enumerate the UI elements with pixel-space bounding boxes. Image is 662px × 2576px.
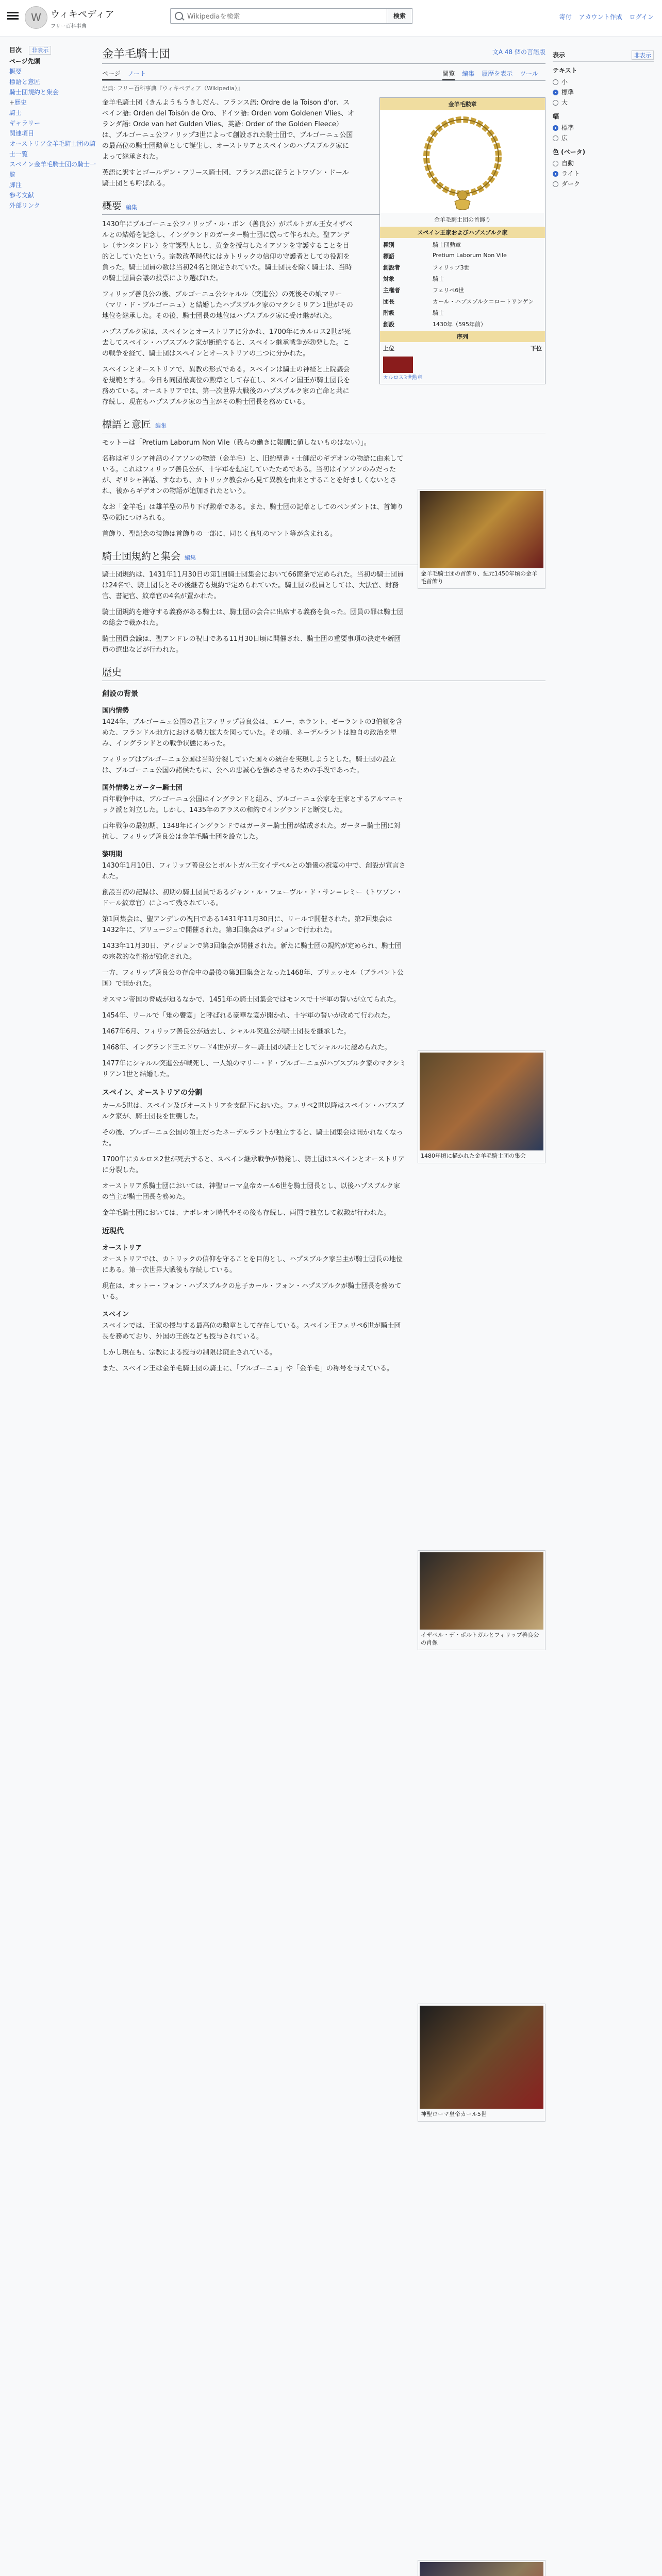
page-tabs	[102, 66, 545, 81]
history-sub-b: 国外情勢とガーター騎士団	[102, 784, 183, 792]
rank-lower: 下位	[531, 345, 542, 352]
infobox-row	[380, 262, 545, 273]
infobox	[379, 97, 545, 384]
history-paragraph: 1467年6月、フィリップ善良公が逝去し、シャルル突進公が騎士団長を継承した。	[102, 1028, 351, 1036]
infobox-caption: 金羊毛騎士団の首飾り	[434, 216, 491, 223]
history-paragraph: 1454年、リールで「雉の饗宴」と呼ばれる豪華な宴が開かれ、十字軍の誓いが改めて行われた。	[102, 1012, 394, 1020]
infobox-key: 創設者	[383, 264, 400, 271]
infobox-table	[380, 239, 545, 330]
appearance-option[interactable]	[553, 168, 654, 179]
appearance-hide-button[interactable]: 非表示	[632, 50, 654, 60]
infobox-key: 標語	[383, 253, 394, 260]
figure-image[interactable]	[420, 2562, 543, 2576]
table-of-contents	[0, 45, 98, 211]
section-paragraph: 騎士団規約は、1431年11月30日の第1回騎士団集会において66箇条で定められた。当初の騎士団員は24名で、騎士団長とその後継者も規約で定められていた。騎士団の役員としては、大法官、財務官、書記官、紋章官の4名が置かれた。	[102, 571, 404, 600]
infobox-key: 団長	[383, 298, 394, 305]
history-d-paragraphs	[102, 1100, 406, 1218]
toc-item-label: 標語と意匠	[9, 78, 41, 86]
appearance-option-label: 標準	[561, 89, 574, 96]
toc-item[interactable]	[9, 128, 98, 139]
toc-item[interactable]	[9, 180, 98, 190]
appearance-option[interactable]	[553, 179, 654, 189]
radio-button[interactable]	[553, 181, 558, 187]
search-button[interactable]: 検索	[387, 8, 412, 24]
precedence-ribbons	[383, 357, 542, 381]
history-paragraph: 百年戦争の最初期、1348年にイングランドではガーター騎士団が結成された。ガーター騎士団に対抗し、フィリップ善良公は金羊毛騎士団を設立した。	[102, 822, 401, 841]
infobox-row	[380, 284, 545, 296]
appearance-option[interactable]	[553, 77, 654, 87]
section-paragraph: ハプスブルク家は、スペインとオーストリアに分かれ、1700年にカルロス2世が死去してスペイン・ハプスブルク家が断絶すると、スペイン継承戦争が勃発した。この戦争を経て、騎士団はスペインとオーストリアの二つに分かれた。	[102, 328, 351, 358]
language-selector[interactable]	[492, 47, 545, 56]
infobox-value: フィリップ3世	[433, 264, 470, 271]
main-content	[102, 45, 545, 2117]
radio-button[interactable]	[553, 125, 558, 131]
section-paragraph: 騎士団員会議は、聖アンドレの祝日である11月30日頃に開催され、騎士団の重要事項の決定や新団員の選出などが行われた。	[102, 635, 401, 654]
toc-item[interactable]	[9, 139, 98, 159]
radio-button[interactable]	[553, 100, 558, 106]
view-tab[interactable]: 履歴を表示	[482, 70, 513, 77]
section-edit-link[interactable]: 編集	[126, 204, 138, 211]
article-body	[102, 97, 545, 2117]
radio-button[interactable]	[553, 171, 558, 177]
appearance-panel	[553, 45, 654, 189]
view-tab[interactable]: ツール	[520, 70, 538, 77]
history-heading	[102, 665, 545, 681]
infobox-row	[380, 250, 545, 262]
main-menu-button[interactable]	[7, 10, 19, 20]
infobox-row	[380, 273, 545, 284]
infobox-subtitle: スペイン王家およびハプスブルク家	[380, 227, 545, 238]
section-paragraph: 首飾り、聖記念の装飾は首飾りの一部に、同じく真紅のマント等が含まれる。	[102, 530, 337, 538]
appearance-option[interactable]	[553, 123, 654, 133]
wikipedia-logo[interactable]: W	[25, 6, 47, 29]
toc-item[interactable]	[9, 56, 98, 66]
toc-title: 目次	[9, 46, 22, 54]
figure	[418, 2560, 545, 2576]
section-paragraph: 名称はギリシア神話のイアソンの物語（金羊毛）と、旧約聖書・士師記のギデオンの物語に由来している。これはフィリップ善良公が、十字軍を想定していたためである。当初はイアソンのみだったが、ギリシャ神話、すなわち、カトリック教会から見て異教を由来とすることを好ましくないとされ、後からギデオンの物語が追加されたという。	[102, 455, 404, 495]
radio-button[interactable]	[553, 135, 558, 141]
text-size-options	[553, 77, 654, 108]
appearance-option-label: 標準	[561, 124, 574, 131]
language-count: 48 個の言語版	[504, 48, 545, 56]
toc-item[interactable]	[9, 159, 98, 180]
history-paragraph: 一方、フィリップ善良公の存命中の最後の第3回集会となった1468年、ブリュッセル（ブラバント公国）で開かれた。	[102, 969, 404, 988]
history-paragraph: 創設当初の記録は、初期の騎士団員であるジャン・ル・フェーヴル・ド・サン＝レミー（トワゾン・ドール紋章官）によって残されている。	[102, 889, 403, 907]
infobox-row	[380, 296, 545, 307]
appearance-option-label: ダーク	[561, 180, 581, 188]
history-paragraph: 1424年、ブルゴーニュ公国の君主フィリップ善良公は、エノー、ホラント、ゼーラントの3伯領を含めた、フランドル地方における勢力拡大を図っていた。その頃、ネーデルラントは独自の政治を望み、イングランドとの戦争状態にあった。	[102, 718, 403, 748]
history-sub-e: 近現代	[102, 1227, 124, 1235]
history-paragraph: また、スペイン王は金羊毛騎士団の騎士に、「ブルゴーニュ」や「金羊毛」の称号を与えている。	[102, 1365, 393, 1372]
search-box	[170, 8, 412, 24]
section-paragraph: フィリップ善良公の後、ブルゴーニュ公シャルル（突進公）の死後その娘マリー（マリ・ド・ブルゴーニュ）と結婚したハプスブルク家のマクシミリアン1世がその地位を継承した。その後、騎士団長の地位はハプスブルク家に受け継がれた。	[102, 291, 353, 320]
section-paragraph: 1430年にブルゴーニュ公フィリップ・ル・ボン（善良公）がポルトガル王女イザベルとの結婚を記念し、イングランドのガーター騎士団に倣って作られた。聖アンデレ（サンタンドレ）を守護聖人とし、黄金を授与したイアソンを守護することを目的としていたという。宗教改革時代にはカトリックの信仰の守護者としての役割を負った。騎士団員の数は当初24名と限定されていた。騎士団長を除く騎士は、当時の騎士団員会議の投票により選ばれた。	[102, 221, 353, 282]
article-title: 金羊毛騎士団	[102, 48, 171, 61]
toc-item-label: 関連項目	[9, 130, 35, 137]
rank-labels	[380, 343, 545, 353]
figure	[418, 1050, 545, 1163]
infobox-row	[380, 307, 545, 318]
history-paragraph: オーストリア系騎士団においては、神聖ローマ皇帝カール6世を騎士団長とし、以後ハプスブルク家の当主が騎士団長を務めた。	[102, 1182, 401, 1201]
toc-item-label: ギャラリー	[9, 120, 41, 127]
figure-image[interactable]	[420, 1552, 543, 1630]
translate-icon: 文A	[492, 48, 505, 56]
infobox-key: 階級	[383, 310, 394, 316]
site-header	[0, 0, 662, 37]
toc-item-label: 外部リンク	[9, 202, 40, 209]
color-label: 色 (ベータ)	[553, 148, 586, 156]
figure-caption: 1480年頃に描かれた金羊毛騎士団の集会	[421, 1153, 526, 1159]
infobox-value: 1430年（595年前）	[433, 321, 486, 328]
toc-hide-button[interactable]: 非表示	[29, 46, 51, 55]
history-paragraph: その後、ブルゴーニュ公国の領土だったネーデルラントが独立すると、騎士団集会は開かれなくなった。	[102, 1129, 403, 1147]
appearance-option-label: 大	[561, 99, 568, 106]
namespace-tab[interactable]: ノート	[127, 70, 146, 77]
history-sub-c: 黎明期	[102, 851, 123, 858]
history-e2-paragraphs	[102, 1320, 406, 1374]
view-tab[interactable]: 編集	[462, 70, 475, 77]
history-paragraph: オーストリアでは、カトリックの信仰を守ることを目的とし、ハプスブルク家当主が騎士団長の地位にある。第一次世界大戦後も存続している。	[102, 1256, 403, 1274]
golden-fleece-collar-icon	[416, 113, 509, 211]
infobox-key: 種別	[383, 242, 394, 248]
history-paragraph: しかし現在も、宗教による授与の制限は廃止されている。	[102, 1349, 277, 1357]
ribbon-next[interactable]	[383, 357, 422, 381]
infobox-value: フェリペ6世	[433, 287, 465, 294]
section-heading	[102, 417, 545, 433]
width-label: 幅	[553, 113, 559, 120]
view-tab[interactable]: 閲覧	[442, 70, 455, 80]
appearance-header	[553, 50, 654, 62]
search-input[interactable]	[186, 11, 384, 22]
history-paragraph: 1468年、イングランド王エドワード4世がガーター騎士団の騎士としてシャルルに認められた。	[102, 1044, 391, 1052]
intro-paragraph-1: 金羊毛騎士団（きんようもうきしだん、フランス語: Ordre de la Toison d'or、スペイン語: Orden del Toisón de Oro、ドイツ語: Orden vom Goldenen Vlies、オランダ語: Orde van het Gulden Vlies、英語: Order of the Golden Fleece）は、ブルゴーニュ公フィリップ3世によって創設された騎士団で、ブルゴーニュ公国の最高位の騎士団勲章として誕生し、オーストリアとスペインのハプスブルク家によって継承された。	[102, 99, 355, 161]
radio-button[interactable]	[553, 90, 558, 95]
user-link[interactable]: 寄付	[559, 13, 572, 21]
namespace-tabs	[102, 69, 153, 78]
infobox-value: 騎士	[433, 310, 444, 316]
toc-item[interactable]	[9, 66, 98, 77]
history-paragraph: スペインでは、王家の授与する最高位の勲章として存在している。スペイン王フェリペ6世が騎士団長を務めており、外国の王族なども授与されている。	[102, 1322, 401, 1341]
expand-icon[interactable]: +	[9, 99, 15, 106]
site-tagline: フリー百科事典	[51, 24, 87, 29]
history-paragraph: 1477年にシャルル突進公が戦死し、一人娘のマリー・ド・ブルゴーニュがハプスブルク家のマクシミリアン1世と結婚した。	[102, 1060, 406, 1078]
infobox-value: Pretium Laborum Non Vile	[433, 252, 507, 259]
appearance-option-label: 広	[561, 134, 568, 142]
history-c-paragraphs	[102, 860, 406, 1080]
toc-item[interactable]	[9, 200, 98, 211]
history-paragraph: カール5世は、スペイン及びオーストリアを支配下においた。フェリペ2世以降はスペイン・ハプスブルク家が、騎士団長を世襲した。	[102, 1102, 405, 1121]
history-paragraph: 1433年11月30日、ディジョンで第3回集会が開催された。新たに騎士団の規約が定められ、騎士団の宗教的な性格が強化された。	[102, 942, 402, 961]
history-a-paragraphs	[102, 717, 406, 776]
infobox-key: 主権者	[383, 287, 400, 294]
appearance-option-label: 小	[561, 78, 568, 86]
intro-paragraph-2: 英語に訳すとゴールデン・フリース騎士団、フランス語に従うとトワゾン・ドール騎士団とも呼ばれる。	[102, 169, 349, 188]
toc-item-label: スペイン金羊毛騎士団の騎士一覧	[9, 161, 96, 178]
toc-item-label: 脚注	[9, 181, 22, 189]
toc-item[interactable]	[9, 77, 98, 87]
view-tabs	[442, 69, 545, 78]
infobox-value: カール・ハプスブルク＝ロートリンゲン	[433, 298, 534, 305]
radio-button[interactable]	[553, 161, 558, 166]
history-paragraph: フィリップはブルゴーニュ公国は当時分裂していた国々の統合を実現しようとした。騎士団の設立は、ブルゴーニュ公国の諸侯たちに、公への忠誠心を強めさせるための手段であった。	[102, 756, 396, 774]
infobox-row	[380, 239, 545, 250]
width-options	[553, 123, 654, 143]
infobox-value: 騎士	[433, 276, 444, 282]
section-edit-link[interactable]: 編集	[155, 422, 167, 429]
toc-item[interactable]	[9, 97, 98, 108]
infobox-title: 金羊毛勲章	[380, 98, 545, 110]
figure-caption: 神聖ローマ皇帝カール5世	[421, 2111, 487, 2117]
figure-image[interactable]	[420, 491, 543, 568]
appearance-title: 表示	[553, 52, 566, 59]
infobox-key: 対象	[383, 276, 394, 282]
toc-item[interactable]	[9, 118, 98, 128]
appearance-option[interactable]	[553, 87, 654, 97]
history-paragraph: 百年戦争中は、ブルゴーニュ公国はイングランドと組み、ブルゴーニュ公家を王家とするアルマニャック派と対立した。しかし、1435年のアラスの和約でイングランドと断交した。	[102, 795, 403, 814]
history-sub-a: 国内情勢	[102, 707, 129, 715]
appearance-option[interactable]	[553, 158, 654, 168]
text-size-label: テキスト	[553, 67, 577, 74]
radio-button[interactable]	[553, 79, 558, 85]
appearance-option-label: ライト	[561, 170, 580, 177]
history-sub-e1: オーストリア	[102, 1244, 142, 1252]
section-edit-link[interactable]: 編集	[185, 554, 196, 561]
figure	[418, 2004, 545, 2122]
search-icon	[175, 12, 183, 20]
history-paragraph: 第1回集会は、聖アンデレの祝日である1431年11月30日に、リールで開催された。第2回集会は1432年に、ブリュージュで開催された。第3回集会はディジョンで行われた。	[102, 916, 392, 934]
history-subheading: 創設の背景	[102, 690, 138, 698]
infobox-key: 創設	[383, 321, 394, 328]
toc-item-label: 参考文献	[9, 192, 35, 199]
toc-item[interactable]	[9, 190, 98, 200]
site-wordmark[interactable]	[51, 7, 114, 29]
toc-item-label: 歴史	[14, 99, 27, 106]
section-title: 概要	[102, 200, 122, 212]
history-paragraph: 金羊毛騎士団においては、ナポレオン時代やその後も存続し、両国で独立して叙勲が行われた。	[102, 1209, 391, 1217]
appearance-option[interactable]	[553, 133, 654, 143]
history-sub-d: スペイン、オーストリアの分割	[102, 1089, 203, 1097]
toc-item[interactable]	[9, 87, 98, 97]
toc-item-label: 概要	[9, 68, 22, 75]
history-paragraph: 現在は、オットー・フォン・ハプスブルクの息子カール・フォン・ハプスブルクが騎士団長を務めている。	[102, 1282, 402, 1301]
section-title: 標語と意匠	[102, 419, 152, 430]
namespace-tab[interactable]: ページ	[102, 70, 121, 80]
user-link[interactable]: アカウント作成	[578, 13, 622, 21]
color-options	[553, 158, 654, 189]
site-name: ウィキペディア	[51, 9, 114, 20]
figure	[418, 1550, 545, 1650]
user-link[interactable]: ログイン	[629, 13, 654, 21]
history-paragraph: 1700年にカルロス2世が死去すると、スペイン継承戦争が勃発し、騎士団はスペインとオーストリアに分裂した。	[102, 1156, 405, 1174]
ribbon-swatch	[383, 357, 413, 373]
history-b-paragraphs	[102, 794, 406, 842]
figure	[418, 489, 545, 589]
section-paragraph: モットーは「Pretium Laborum Non Vile（我らの働きに報酬に値しないものはない）」。	[102, 439, 371, 447]
section-paragraph: なお「金羊毛」は雄羊型の吊り下げ勲章である。また、騎士団の記章としてのペンダントは、首飾り型の鎖につけられる。	[102, 503, 404, 522]
section-title: 騎士団規約と集会	[102, 551, 181, 562]
figure-caption: イザベル・デ・ポルトガルとフィリップ善良公の肖像	[421, 1632, 539, 1646]
history-sub-e2: スペイン	[102, 1311, 129, 1318]
toc-list	[9, 56, 98, 211]
user-links	[552, 12, 654, 21]
toc-item-label: ページ先頭	[9, 58, 40, 65]
section-paragraph: 騎士団規約を遵守する義務がある騎士は、騎士団の会合に出席する義務を負った。団員の罪は騎士団の総会で裁かれた。	[102, 608, 404, 627]
figure-caption: 金羊毛騎士団の首飾り、紀元1450年頃の金羊毛首飾り	[421, 570, 537, 585]
appearance-option-label: 自動	[561, 160, 574, 167]
toc-item-label: 騎士団規約と集会	[9, 89, 59, 96]
order-of-precedence-header: 序列	[380, 331, 545, 342]
history-e1-paragraphs	[102, 1254, 406, 1302]
appearance-option[interactable]	[553, 97, 654, 108]
ribbon-next-label: カルロス3世勲章	[383, 375, 423, 381]
history-paragraph: 1430年1月10日、フィリップ善良公とポルトガル王女イザベルとの婚儀の祝宴の中で、創設が宣言された。	[102, 862, 406, 880]
section-paragraph: スペインとオーストリアで、異教の形式である。スペインは騎士の神経と上院議会を規範とする。今日も同団最高位の勲章として存在し、スペイン国王が騎士団長を務めている。オーストリアでは、第一次世界大戦後のハプスブルク家の亡命と共に存続し、現在もハプスブルク家の当主がその騎士団長を務めている。	[102, 366, 351, 406]
figure-image[interactable]	[420, 2006, 543, 2109]
toc-header	[9, 45, 98, 54]
infobox-row	[380, 318, 545, 330]
history-paragraph: オスマン帝国の脅威が迫るなかで、1451年の騎士団集会ではモンスで十字軍の誓いが立てられた。	[102, 996, 401, 1004]
collar-image[interactable]	[380, 110, 545, 213]
site-sub-tagline: 出典: フリー百科事典『ウィキペディア（Wikipedia）』	[102, 85, 243, 92]
toc-item-label: オーストリア金羊毛騎士団の騎士一覧	[9, 140, 96, 158]
figure-image[interactable]	[420, 1053, 543, 1150]
toc-item-label: 騎士	[9, 109, 22, 116]
toc-item[interactable]	[9, 108, 98, 118]
history-title: 歴史	[102, 667, 122, 678]
infobox-value: 騎士団勲章	[433, 242, 461, 248]
page-title	[102, 45, 545, 64]
rank-higher: 上位	[383, 345, 394, 352]
